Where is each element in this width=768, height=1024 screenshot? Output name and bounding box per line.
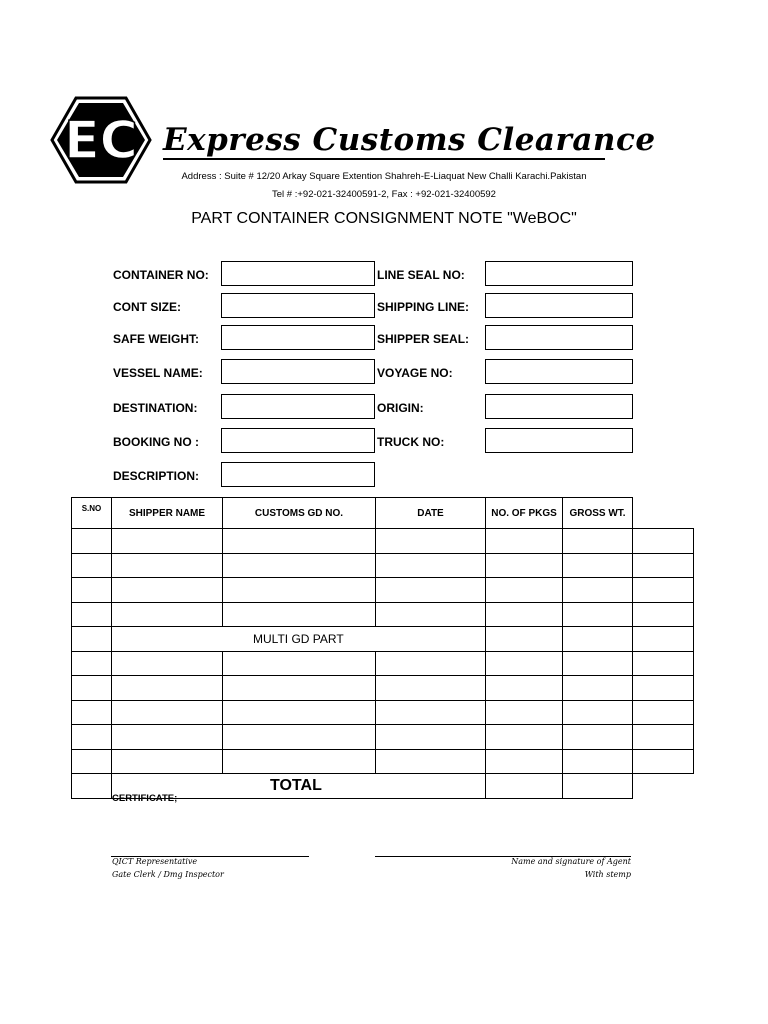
origin-label: ORIGIN: [377,401,424,415]
multi-gd-label: MULTI GD PART [112,627,486,652]
booking-no-label: BOOKING NO : [113,435,199,449]
logo-text: EC [64,111,138,171]
line-seal-no-field[interactable] [485,261,633,286]
table-row[interactable] [72,651,694,676]
document-title: PART CONTAINER CONSIGNMENT NOTE "WeBOC" [191,210,577,227]
container-no-field[interactable] [221,261,375,286]
vessel-name-field[interactable] [221,359,375,384]
shipping-line-field[interactable] [485,293,633,318]
table-header-row [72,498,694,529]
description-label: DESCRIPTION: [113,469,200,483]
cont-size-label: CONT SIZE: [113,300,181,314]
table-row[interactable] [72,529,694,554]
table-row[interactable] [72,553,694,578]
description-field[interactable] [221,462,375,487]
header-sno: S.NO [72,498,112,529]
table-row[interactable] [72,700,694,725]
contact-numbers: Tel # :+92-021-32400591-2, Fax : +92-021-32400592 [272,189,496,200]
company-name: Express Customs Clearance [163,122,656,158]
table-row[interactable] [72,602,694,627]
left-signature-subtitle: Gate Clerk / Dmg Inspector [112,870,224,879]
company-underline [163,158,605,160]
multi-gd-row [72,627,694,652]
voyage-no-label: VOYAGE NO: [377,366,453,380]
booking-no-field[interactable] [221,428,375,453]
destination-label: DESTINATION: [113,401,198,415]
header-customs-gd-no: CUSTOMS GD NO. [223,498,376,529]
truck-no-label: TRUCK NO: [377,435,445,449]
safe-weight-label: SAFE WEIGHT: [113,332,199,346]
table-row[interactable] [72,725,694,750]
origin-field[interactable] [485,394,633,419]
shipping-line-label: SHIPPING LINE: [377,300,470,314]
shipper-seal-label: SHIPPER SEAL: [377,332,470,346]
truck-no-field[interactable] [485,428,633,453]
header-blank [633,498,694,529]
left-signature-title: QICT Representative [112,857,198,866]
consignment-table [71,497,694,799]
container-no-label: CONTAINER NO: [113,268,209,282]
certificate-label: CERTIFICATE; [112,793,178,804]
header-date: DATE [376,498,486,529]
address: Address : Suite # 12/20 Arkay Square Extention Shahreh-E-Liaquat New Challi Karachi.Pakistan [181,171,587,182]
total-label: TOTAL [112,774,486,799]
table-row[interactable] [72,749,694,774]
table-row[interactable] [72,578,694,603]
destination-field[interactable] [221,394,375,419]
header-no-of-pkgs: NO. OF PKGS [486,498,563,529]
shipper-seal-field[interactable] [485,325,633,350]
vessel-name-label: VESSEL NAME: [113,366,203,380]
safe-weight-field[interactable] [221,325,375,350]
right-signature-title: Name and signature of Agent [511,857,631,866]
voyage-no-field[interactable] [485,359,633,384]
table-row[interactable] [72,676,694,701]
header-gross-wt: GROSS WT. [563,498,633,529]
cont-size-field[interactable] [221,293,375,318]
header-shipper-name: SHIPPER NAME [112,498,223,529]
right-signature-subtitle: With stemp [584,870,631,879]
line-seal-no-label: LINE SEAL NO: [377,268,465,282]
